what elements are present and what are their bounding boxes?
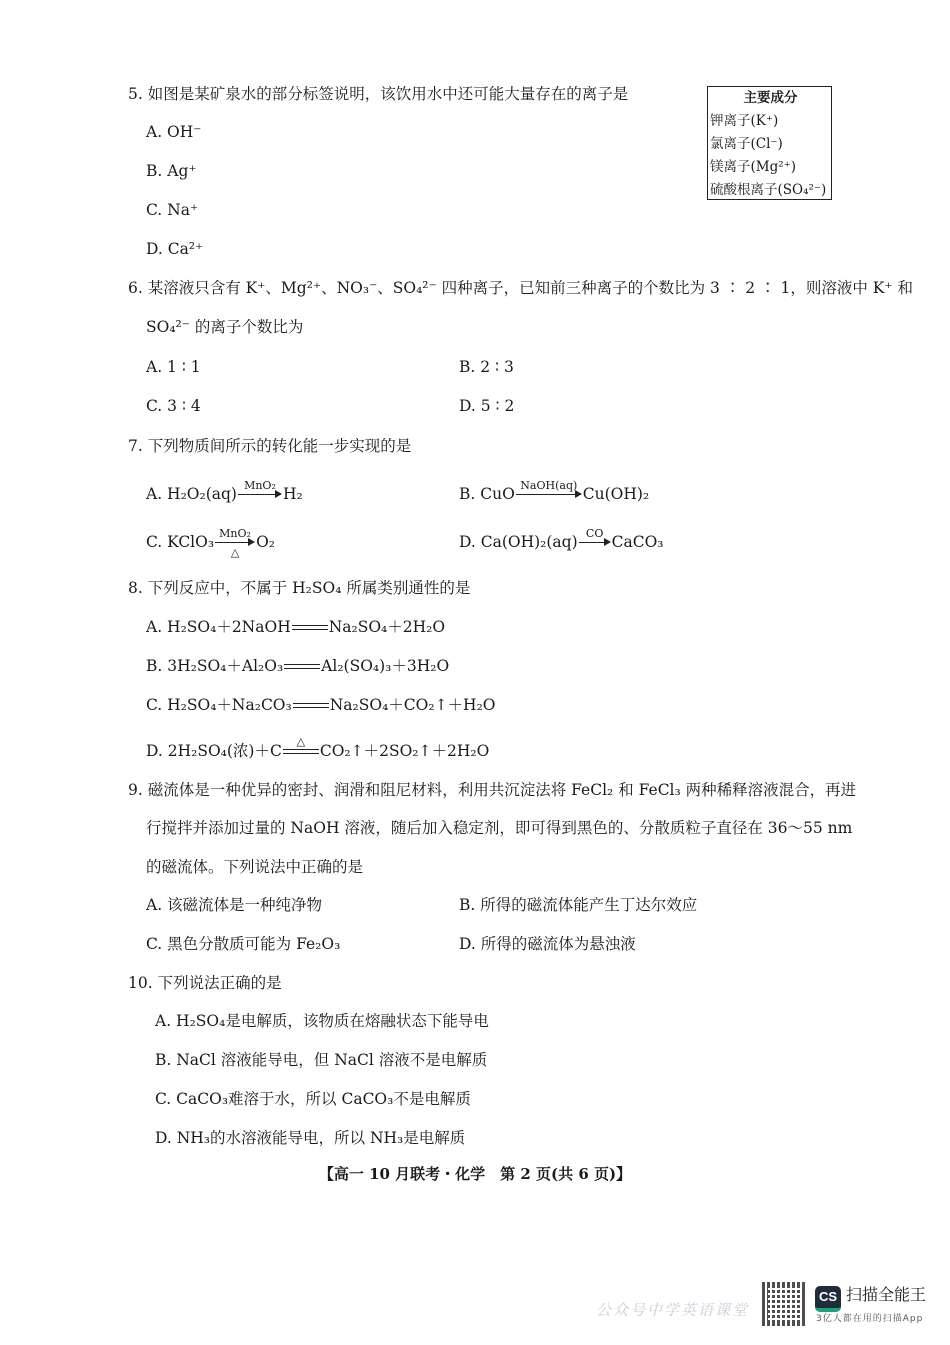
mineral-water-label (707, 86, 832, 200)
reactant: D. Ca(OH)₂(aq) (459, 533, 578, 551)
q6-stem: 6. 某溶液只含有 K⁺、Mg²⁺、NO₃⁻、SO₄²⁻ 四种离子，已知前三种离子的个数比为 3 ∶ 2 ∶ 1，则溶液中 K⁺ 和 (128, 279, 913, 297)
q10-option-c: C. CaCO₃难溶于水，所以 CaCO₃不是电解质 (155, 1090, 471, 1108)
q6-stem-cont: SO₄²⁻ 的离子个数比为 (146, 318, 304, 336)
q6-option-b: B. 2 ∶ 3 (459, 358, 514, 376)
reactant: C. KClO₃ (146, 533, 215, 551)
equals-sign (293, 695, 329, 715)
q9-option-a: A. 该磁流体是一种纯净物 (146, 896, 323, 914)
q5-option-a: A. OH⁻ (146, 123, 202, 141)
q6-option-a: A. 1 ∶ 1 (146, 358, 201, 376)
product: Cu(OH)₂ (582, 485, 650, 503)
q8-option-d (146, 735, 490, 761)
reaction-arrow (579, 527, 611, 552)
q8-option-b (146, 656, 449, 676)
page-footer: 【高一 10 月联考・化学 第 2 页(共 6 页)】 (318, 1165, 632, 1183)
reaction-arrow (238, 479, 282, 504)
label-item: 氯离子(Cl⁻) (710, 136, 783, 152)
label-title: 主要成分 (743, 90, 798, 106)
q5-option-d: D. Ca²⁺ (146, 240, 204, 258)
q5-stem: 5. 如图是某矿泉水的部分标签说明，该饮用水中还可能大量存在的离子是 (128, 85, 629, 103)
reactant: A. H₂O₂(aq) (146, 485, 237, 503)
label-item: 硫酸根离子(SO₄²⁻) (710, 182, 827, 198)
label-item: 镁离子(Mg²⁺) (710, 159, 797, 175)
product: CaCO₃ (611, 533, 664, 551)
q10-stem: 10. 下列说法正确的是 (128, 974, 282, 992)
scanner-app-name: 扫描全能王 (846, 1285, 927, 1304)
heat-condition: △ (230, 546, 240, 559)
q9-stem: 9. 磁流体是一种优异的密封、润滑和阻尼材料，利用共沉淀法将 FeCl₂ 和 FeCl₃ 两种稀释溶液混合，再进 (128, 781, 857, 799)
q10-option-a: A. H₂SO₄是电解质，该物质在熔融状态下能导电 (155, 1012, 489, 1030)
equals-sign (283, 735, 319, 761)
products: Al₂(SO₄)₃＋3H₂O (321, 657, 450, 675)
product: H₂ (282, 485, 303, 503)
label-item: 钾离子(K⁺) (710, 113, 779, 129)
products: Na₂SO₄＋2H₂O (328, 618, 446, 636)
q7-option-c (146, 527, 275, 559)
q9-option-d: D. 所得的磁流体为悬浊液 (459, 935, 636, 953)
q10-option-d: D. NH₃的水溶液能导电，所以 NH₃是电解质 (155, 1129, 466, 1147)
q9-option-b: B. 所得的磁流体能产生丁达尔效应 (459, 896, 698, 914)
q7-option-d (459, 527, 664, 552)
reaction-arrow (516, 479, 582, 504)
camscanner-logo-icon: CS (815, 1286, 841, 1312)
reactant: B. CuO (459, 485, 515, 503)
products: Na₂SO₄＋CO₂↑＋H₂O (329, 696, 496, 714)
condition: NaOH(aq) (520, 479, 578, 492)
q9-stem-cont2: 的磁流体。下列说法中正确的是 (146, 858, 364, 876)
q8-option-c (146, 695, 496, 715)
q6-option-d: D. 5 ∶ 2 (459, 397, 515, 415)
reactants: B. 3H₂SO₄＋Al₂O₃ (146, 657, 284, 675)
equals-sign (284, 656, 320, 676)
reaction-arrow (215, 527, 255, 559)
scanner-tagline: 3亿人都在用的扫描App (816, 1314, 924, 1324)
condition: CO (585, 527, 604, 540)
products: CO₂↑＋2SO₂↑＋2H₂O (319, 742, 490, 760)
reactants: C. H₂SO₄＋Na₂CO₃ (146, 696, 292, 714)
q8-option-a (146, 617, 445, 637)
q8-stem: 8. 下列反应中，不属于 H₂SO₄ 所属类别通性的是 (128, 579, 471, 597)
condition: MnO₂ (219, 527, 251, 540)
q7-stem: 7. 下列物质间所示的转化能一步实现的是 (128, 437, 412, 455)
watermark: 公众号中学英语课堂 (596, 1301, 750, 1319)
q5-option-b: B. Ag⁺ (146, 162, 197, 180)
heat-condition: △ (296, 735, 306, 748)
q9-stem-cont: 行搅拌并添加过量的 NaOH 溶液，随后加入稳定剂，即可得到黑色的、分散质粒子直径在 36～55 nm (146, 819, 853, 837)
q9-option-c: C. 黑色分散质可能为 Fe₂O₃ (146, 935, 341, 953)
q7-option-b (459, 479, 650, 504)
q10-option-b: B. NaCl 溶液能导电，但 NaCl 溶液不是电解质 (155, 1051, 488, 1069)
q7-option-a (146, 479, 303, 504)
reactants: A. H₂SO₄＋2NaOH (146, 618, 291, 636)
reactants: D. 2H₂SO₄(浓)＋C (146, 742, 282, 760)
product: O₂ (256, 533, 275, 551)
q6-option-c: C. 3 ∶ 4 (146, 397, 201, 415)
equals-sign (292, 617, 328, 637)
condition: MnO₂ (244, 479, 276, 492)
q5-option-c: C. Na⁺ (146, 201, 199, 219)
qr-code (762, 1282, 806, 1326)
